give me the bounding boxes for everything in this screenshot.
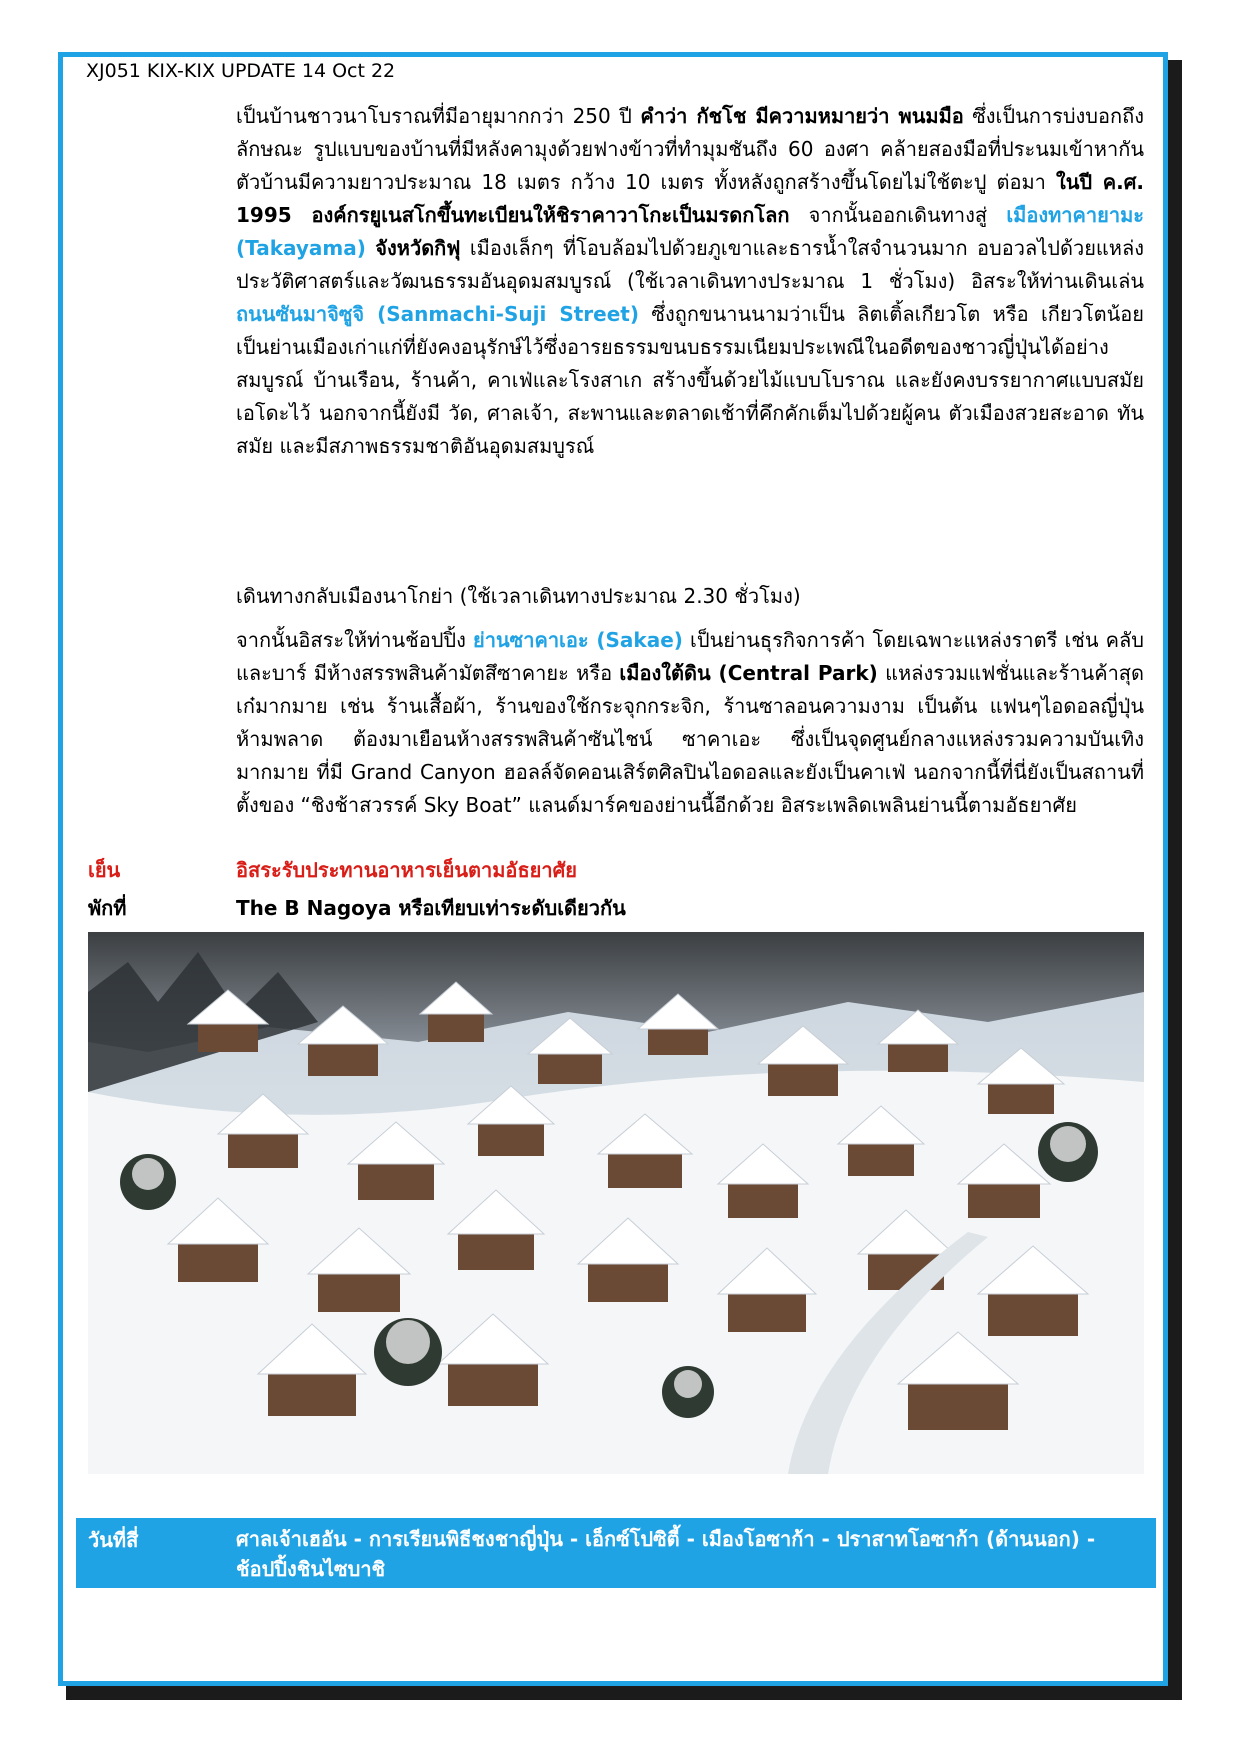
text-run: ซึ่งถูกขนานนามว่าเป็น ลิตเติ้ลเกียวโต หรือ เกียวโตน้อย เป็นย่านเมืองเก่าแก่ที่ยังคงอนุรักษ์ไว้ซึ่งอารยธรรมขนบธรรมเนียมประเพณีในอดีตของชาวญี่ปุ่นได้อย่างสมบูรณ์ บ้านเรือน, ร้านค้า, คาเฟ่และโรงสาเก สร้างขึ้นด้วยไม้แบบโบราณ และยังคงบรรยากาศแบบสมัยเอโดะไว้ นอกจากนี้ยังมี วัด, ศาลเจ้า, สะพานและตลาดเช้าที่คึกคักเต็มไปด้วยผู้คน ตัวเมืองสวยสะอาด ทันสมัย และมีสภาพธรรมชาติอันอุดมสมบูรณ์ [236,302,1144,458]
text-run-bold: คำว่า กัชโช มีความหมายว่า พนมมือ [640,104,964,128]
day-four-itinerary: ศาลเจ้าเฮอัน - การเรียนพิธีชงชาญี่ปุ่น - เอ็กซ์โปซิตี้ - เมืองโอซาก้า - ปราสาทโอซาก้า (ด้านนอก) - ช้อปปิ้งชินไซบาชิ [236,1527,1096,1581]
dinner-text: อิสระรับประทานอาหารเย็นตามอัธยาศัย [236,858,578,882]
text-run: จากนั้นอิสระให้ท่านช้อปปิ้ง [236,628,474,652]
text-run-bold: จังหวัดกิฟุ [375,236,461,260]
paragraph-shirakawago-takayama [236,100,1144,463]
text-run-bold: เมืองใต้ดิน (Central Park) [619,661,878,685]
highlight-sakae: ย่านซาคาเอะ (Sakae) [473,628,683,652]
text-run: ซึ่งเป็นการบ่งบอกถึงลักษณะ รูปแบบของบ้านที่มีหลังคามุงด้วยฟางข้าวที่ทำมุมชันถึง 60 องศา คล้ายสองมือที่ประนมเข้าหากัน ตัวบ้านมีความยาวประมาณ 18 เมตร กว้าง 10 เมตร ทั้งหลังถูกสร้างขึ้นโดยไม่ใช้ตะปู ต่อมา [236,104,1144,194]
shirakawago-winter-village-photo [88,932,1144,1474]
text-run: เป็นบ้านชาวนาโบราณที่มีอายุมากกว่า 250 ปี [236,104,641,128]
day-four-label: วันที่สี่ [88,1528,139,1552]
text-run-bold: ในปี ค.ศ. 1995 องค์กรยูเนสโกขึ้นทะเบียนให้ชิราคาวาโกะเป็นมรดกโลก [236,170,1144,227]
text-run: แหล่งรวมแฟชั่นและร้านค้าสุดเก๋มากมาย เช่น ร้านเสื้อผ้า, ร้านของใช้กระจุกกระจิก, ร้านซาลอนความงาม เป็นต้น แฟนๆไอดอลญี่ปุ่น ห้ามพลาด ต้องมาเยือนห้างสรรพสินค้าซันไชน์ ซาคาเอะ ซึ่งเป็นจุดศูนย์กลางแหล่งรวมความบันเทิงมากมาย ที่มี Grand Canyon ฮอลล์จัดคอนเสิร์ตศิลปินไอดอลและยังเป็นคาเฟ่ นอกจากนี้ที่นี่ยังเป็นสถานที่ตั้งของ “ชิงช้าสวรรค์ Sky Boat” แลนด์มาร์คของย่านนี้อีกด้วย อิสระเพลิดเพลินย่านนี้ตามอัธยาศัย [236,661,1144,817]
highlight-takayama: เมืองทาคายามะ (Takayama) [236,203,1145,260]
document-code-header: XJ051 KIX-KIX UPDATE 14 Oct 22 [86,60,396,82]
paragraph-return-nagoya: เดินทางกลับเมืองนาโกย่า (ใช้เวลาเดินทางประมาณ 2.30 ชั่วโมง) [236,584,801,608]
hotel-text: The B Nagoya หรือเทียบเท่าระดับเดียวกัน [236,896,626,920]
day-four-banner [76,1518,1156,1588]
hotel-label: พักที่ [88,896,127,920]
dinner-label: เย็น [88,858,121,882]
text-run: เป็นย่านธุรกิจการค้า โดยเฉพาะแหล่งราตรี เช่น คลับและบาร์ มีห้างสรรพสินค้ามัตสึซาคายะ หรือ [236,628,1144,685]
paragraph-sakae [236,624,1144,822]
text-run: จากนั้นออกเดินทางสู่ [789,203,1007,227]
text-run [366,236,375,260]
text-run: เมืองเล็กๆ ที่โอบล้อมไปด้วยภูเขาและธารน้ำใสจำนวนมาก อบอวลไปด้วยแหล่งประวัติศาสตร์และวัฒนธรรมอันอุดมสมบูรณ์ (ใช้เวลาเดินทางประมาณ 1 ชั่วโมง) อิสระให้ท่านเดินเล่น [236,236,1145,293]
highlight-sanmachi-suji: ถนนซันมาจิซูจิ (Sanmachi-Suji Street) [236,302,639,326]
